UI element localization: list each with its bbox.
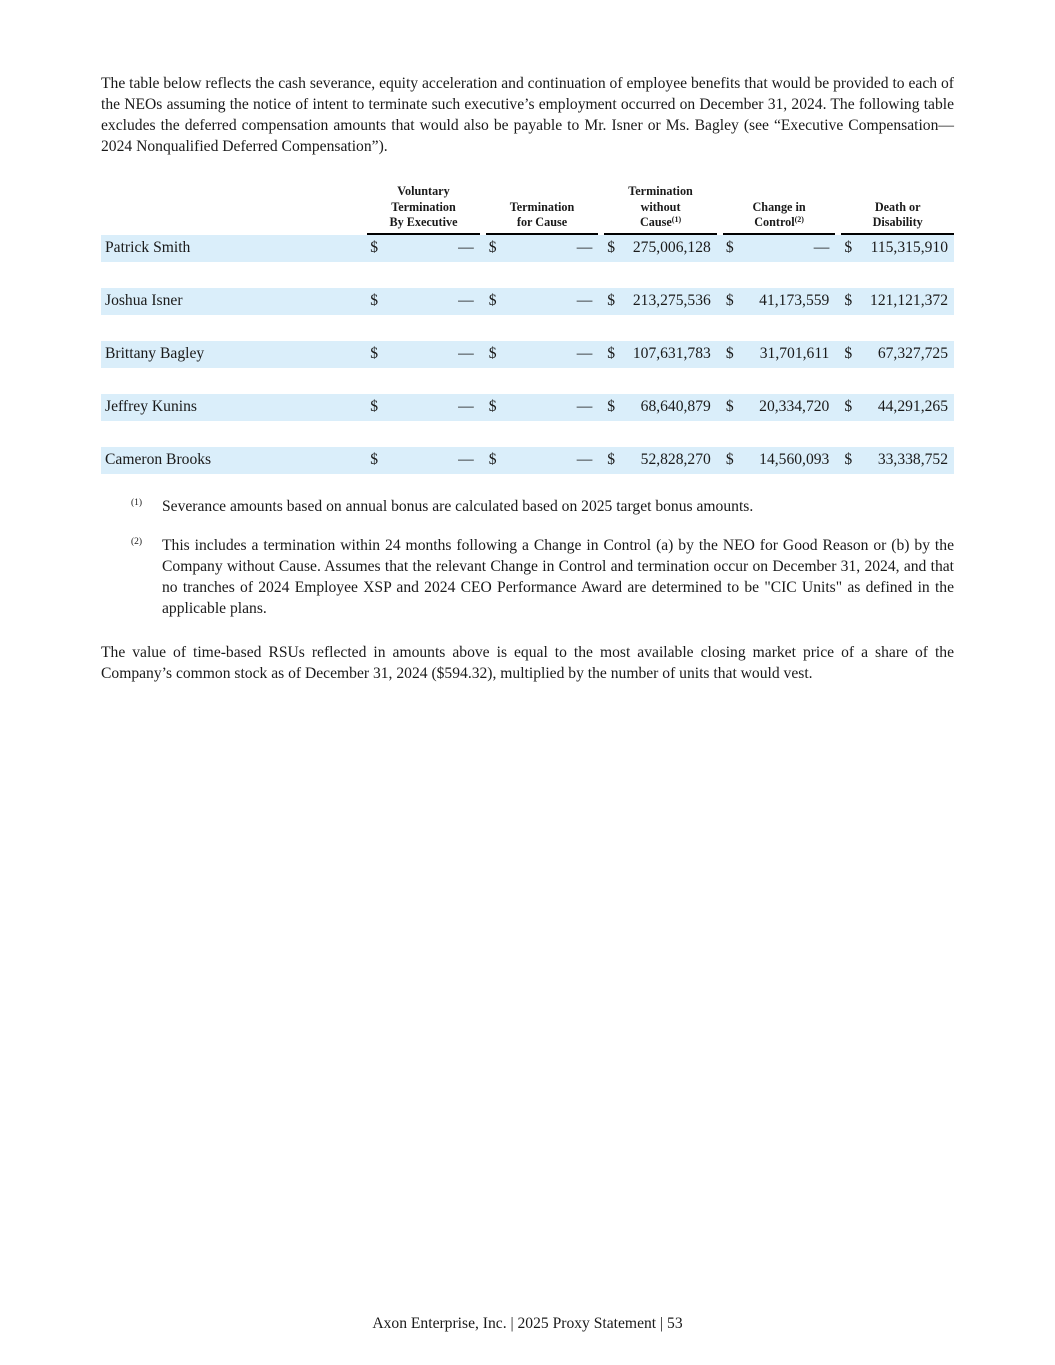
table-row (101, 235, 954, 262)
header-termination-without-cause: Termination without Cause$^{(1)}$ (604, 184, 717, 235)
cell-change-control (723, 288, 836, 315)
amount-value: 44,291,265 (877, 398, 948, 415)
currency-symbol: $ (370, 292, 379, 309)
currency-symbol: $ (725, 239, 734, 256)
currency-symbol: $ (370, 398, 379, 415)
currency-symbol: $ (844, 292, 853, 309)
currency-symbol: $ (844, 451, 853, 468)
footnote-mark: (2) (131, 537, 143, 547)
cell-change-control (723, 447, 836, 474)
amount-value: 275,006,128 (632, 239, 711, 256)
currency-symbol: $ (725, 398, 734, 415)
cell-voluntary (367, 447, 480, 474)
amount-value: 33,338,752 (877, 451, 948, 468)
footnote-2 (101, 535, 954, 619)
footnote-text: This includes a termination within 24 months following a Change in Control (a) by the NEO for Good Reason or (b) by the Company without Cause. Assumes that the relevant Change in Control and termination occur on December 31, 2024, and that no tranches of 2024 Employee XSP and 2024 CEO Performance Award are determined to be "CIC Units" as defined in the applicable plans. (162, 537, 954, 617)
executive-name: Jeffrey Kunins (101, 394, 367, 421)
currency-symbol: $ (607, 239, 616, 256)
intro-paragraph: The table below reflects the cash severance, equity acceleration and continuation of employee benefits that would be provided to each of the NEOs assuming the notice of intent to terminate such executive’s employment occurred on December 31, 2024. The following table excludes the deferred compensation amounts that would also be payable to Mr. Isner or Ms. Bagley (see “Executive Compensation—2024 Nonqualified Deferred Compensation”). (101, 75, 954, 155)
currency-symbol: $ (844, 398, 853, 415)
cell-for-cause (486, 341, 599, 368)
currency-symbol: $ (607, 345, 616, 362)
table-row (101, 341, 954, 368)
currency-symbol: $ (370, 451, 379, 468)
cell-death (841, 288, 954, 315)
executive-name: Patrick Smith (101, 235, 367, 262)
cell-without-cause (604, 394, 717, 421)
cell-without-cause (604, 288, 717, 315)
currency-symbol: $ (725, 451, 734, 468)
amount-value: — (458, 239, 474, 256)
page-footer: Axon Enterprise, Inc. | 2025 Proxy Statement | 53 (372, 1315, 683, 1332)
row-spacer (101, 315, 954, 341)
amount-value: — (576, 239, 593, 256)
row-spacer (101, 421, 954, 447)
currency-symbol: $ (844, 345, 853, 362)
amount-value: 107,631,783 (632, 345, 711, 362)
amount-value: — (458, 398, 474, 415)
amount-value: 52,828,270 (640, 451, 711, 468)
currency-symbol: $ (488, 398, 497, 415)
currency-symbol: $ (607, 292, 616, 309)
currency-symbol: $ (725, 345, 734, 362)
footnote-mark: (1) (131, 498, 143, 508)
cell-death (841, 341, 954, 368)
severance-table (101, 184, 954, 474)
cell-voluntary (367, 341, 480, 368)
cell-change-control (723, 341, 836, 368)
currency-symbol: $ (725, 292, 734, 309)
cell-without-cause (604, 447, 717, 474)
amount-value: — (813, 239, 830, 256)
table-header-row (101, 184, 954, 235)
cell-voluntary (367, 288, 480, 315)
amount-value: 20,334,720 (759, 398, 830, 415)
amount-value: 67,327,725 (877, 345, 948, 362)
currency-symbol: $ (488, 345, 497, 362)
cell-death (841, 447, 954, 474)
cell-death (841, 394, 954, 421)
footnotes (101, 496, 954, 637)
footnote-text: Severance amounts based on annual bonus are calculated based on 2025 target bonus amounts. (162, 498, 754, 515)
cell-without-cause (604, 235, 717, 262)
currency-symbol: $ (607, 398, 616, 415)
footnote-1 (101, 496, 954, 517)
cell-for-cause (486, 288, 599, 315)
executive-name: Cameron Brooks (101, 447, 367, 474)
cell-change-control (723, 394, 836, 421)
amount-value: 121,121,372 (870, 292, 948, 309)
header-death-or-disability: Death or Disability (841, 184, 954, 235)
cell-for-cause (486, 447, 599, 474)
cell-without-cause (604, 341, 717, 368)
currency-symbol: $ (488, 239, 497, 256)
currency-symbol: $ (844, 239, 853, 256)
outro-paragraph: The value of time-based RSUs reflected in amounts above is equal to the most available closing market price of a share of the Company’s common stock as of December 31, 2024 ($594.32), multiplied by the number of units that would vest. (101, 644, 954, 682)
header-voluntary-termination: Voluntary Termination By Executive (367, 184, 480, 235)
currency-symbol: $ (488, 451, 497, 468)
cell-change-control (723, 235, 836, 262)
amount-value: 41,173,559 (759, 292, 830, 309)
currency-symbol: $ (488, 292, 497, 309)
amount-value: 14,560,093 (759, 451, 830, 468)
amount-value: — (458, 345, 474, 362)
amount-value: 68,640,879 (640, 398, 711, 415)
table-row (101, 288, 954, 315)
table-row (101, 447, 954, 474)
cell-death (841, 235, 954, 262)
currency-symbol: $ (607, 451, 616, 468)
row-spacer (101, 368, 954, 394)
executive-name: Brittany Bagley (101, 341, 367, 368)
row-spacer (101, 262, 954, 288)
header-termination-for-cause: Termination for Cause (486, 184, 599, 235)
amount-value: 115,315,910 (870, 239, 948, 256)
currency-symbol: $ (370, 239, 379, 256)
cell-voluntary (367, 394, 480, 421)
cell-voluntary (367, 235, 480, 262)
amount-value: — (458, 451, 474, 468)
amount-value: 213,275,536 (632, 292, 711, 309)
amount-value: — (458, 292, 474, 309)
executive-name: Joshua Isner (101, 288, 367, 315)
table-row (101, 394, 954, 421)
header-change-in-control: Change in Control$^{(2)}$ (723, 184, 836, 235)
amount-value: 31,701,611 (759, 345, 830, 362)
cell-for-cause (486, 394, 599, 421)
currency-symbol: $ (370, 345, 379, 362)
amount-value: — (576, 345, 593, 362)
amount-value: — (576, 398, 593, 415)
amount-value: — (576, 451, 593, 468)
cell-for-cause (486, 235, 599, 262)
amount-value: — (576, 292, 593, 309)
